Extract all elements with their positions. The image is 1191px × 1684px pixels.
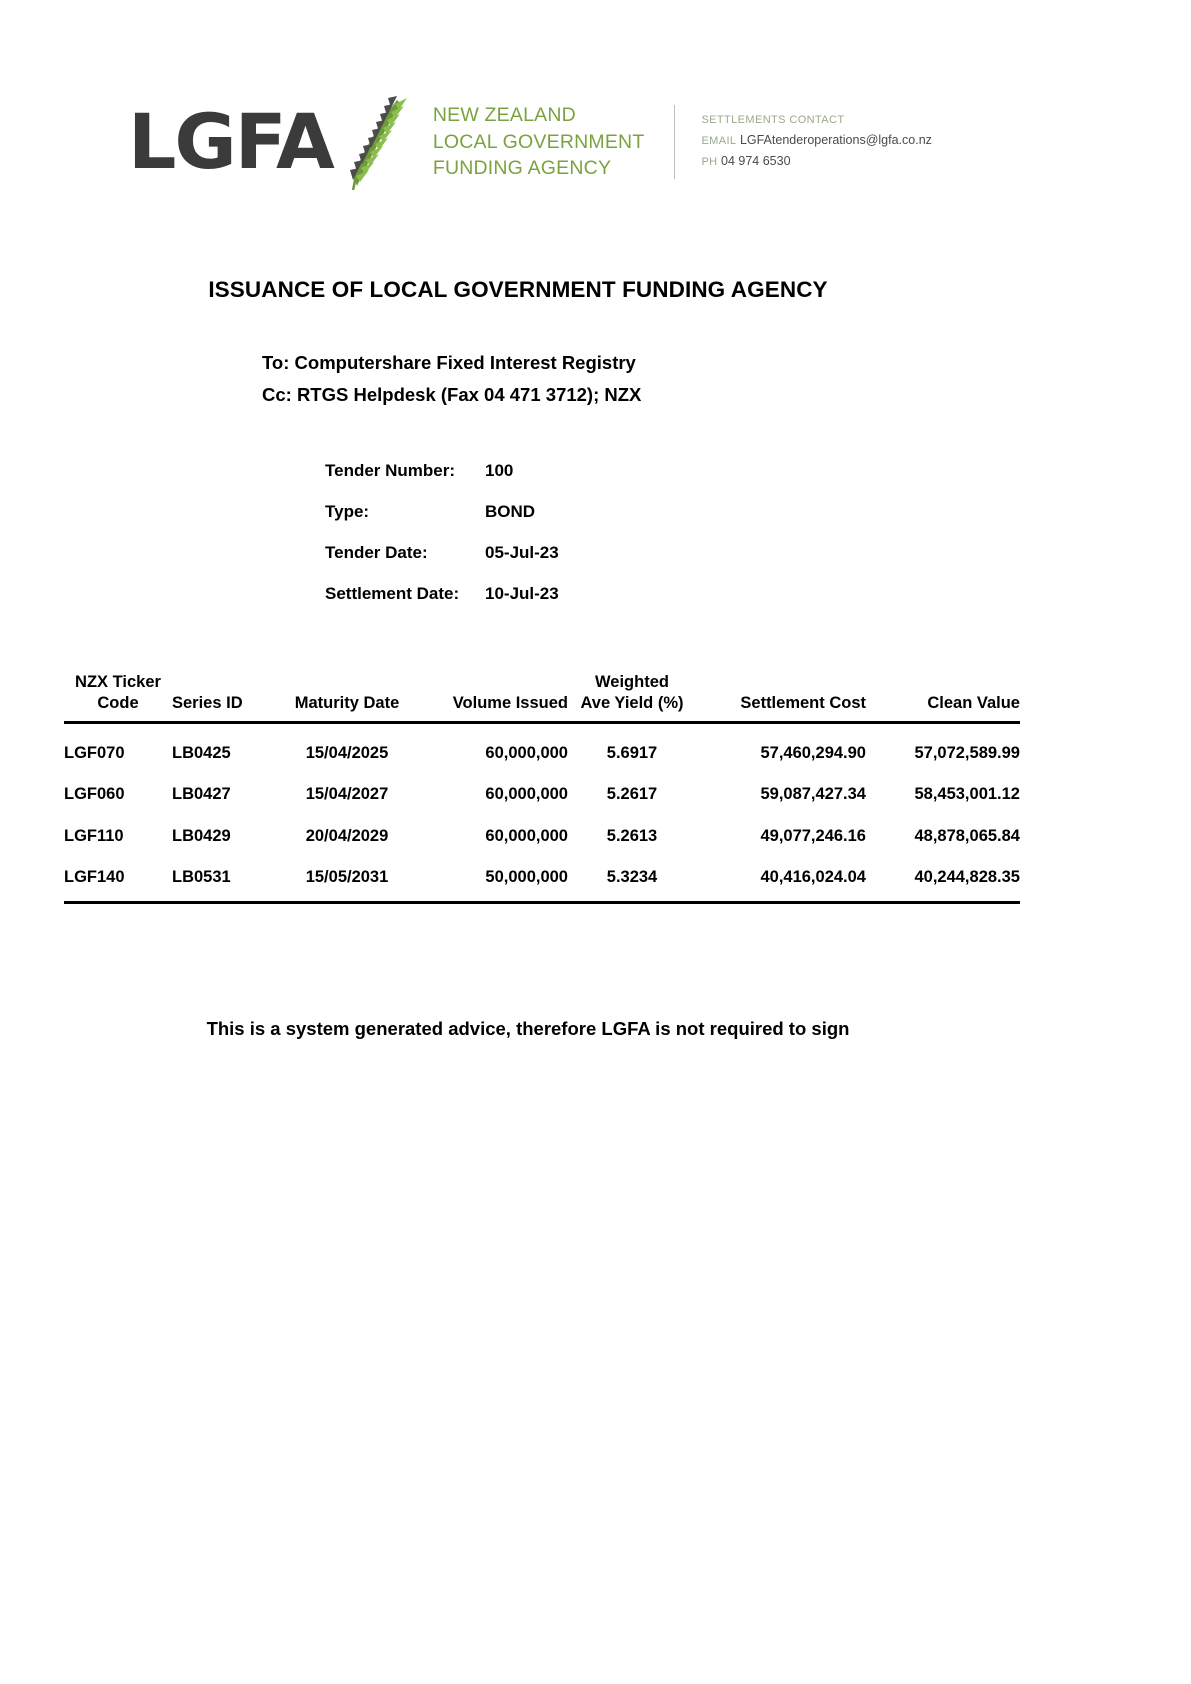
settlement-date-label: Settlement Date: [325,584,460,604]
tender-date-label: Tender Date: [325,543,428,563]
cell-volume: 60,000,000 [485,826,568,845]
column-header-weighted-ave-yield [568,672,696,723]
ticker-header-line-2: Code [97,694,139,713]
contact-email-row [701,130,931,151]
cell-series: LB0425 [172,744,231,763]
settlements-contact-block [701,112,931,171]
column-header-settlement-cost: Settlement Cost [696,672,866,723]
issuance-table [64,672,1020,904]
document-header [128,92,932,192]
tender-detail-row [325,450,685,491]
cell-series: LB0531 [172,856,272,902]
issuance-table-container [64,672,1020,904]
cell-ticker: LGF140 [64,856,172,902]
tender-detail-row [325,573,685,614]
brand-line-3: FUNDING AGENCY [432,157,612,180]
to-line: To: Computershare Fixed Interest Registry [262,352,636,373]
cell-clean-value: 58,453,001.12 [914,785,1020,804]
contact-phone-row [701,151,931,172]
settlement-date-value: 10-Jul-23 [485,584,559,604]
cell-yield: 5.2617 [606,785,658,804]
tender-date-value: 05-Jul-23 [485,543,559,563]
cc-line: Cc: RTGS Helpdesk (Fax 04 471 3712); NZX [262,384,642,406]
cell-volume: 60,000,000 [485,744,568,763]
cell-ticker: LGF070 [64,744,125,763]
brand-line-1: NEW ZEALAND [432,104,576,127]
cell-clean-value: 57,072,589.99 [914,744,1020,763]
table-head [64,672,1020,723]
cell-maturity: 15/04/2027 [305,785,389,804]
page-title: ISSUANCE OF LOCAL GOVERNMENT FUNDING AGENCY [208,277,828,302]
table-row [64,723,1020,774]
contact-phone: 04 974 6530 [721,153,791,168]
cell-volume: 50,000,000 [422,856,568,902]
cell-yield: 5.3234 [568,856,696,902]
system-generated-note: This is a system generated advice, therefore LGFA is not required to sign [206,1018,850,1039]
addressee-block [262,347,641,411]
table-row [64,774,1020,815]
table-row [64,856,1020,902]
brand-name-lines [433,102,645,182]
yield-header-line-2: Ave Yield (%) [580,694,684,713]
cell-ticker: LGF110 [64,826,124,845]
cell-ticker: LGF060 [64,785,125,804]
cell-clean-value: 48,878,065.84 [914,826,1020,845]
cell-settlement-cost: 40,416,024.04 [696,856,866,902]
cell-series: LB0429 [172,826,231,845]
cell-maturity: 15/04/2025 [305,744,389,763]
tender-details-block [325,450,685,615]
lgfa-wordmark: LGFA [128,97,333,186]
settlements-contact-label: SETTLEMENTS CONTACT [701,114,845,127]
table-header-row [64,672,1020,723]
cell-maturity: 15/05/2031 [272,856,422,902]
contact-email: LGFAtenderoperations@lgfa.co.nz [739,133,932,148]
header-divider [674,105,675,179]
table-row [64,815,1020,856]
tender-detail-row [325,491,685,532]
email-label: EMAIL [701,135,737,148]
phone-label: PH [701,155,718,168]
cell-volume: 60,000,000 [485,785,568,804]
cell-series: LB0427 [172,785,231,804]
column-header-series-id: Series ID [172,672,272,723]
tender-type-value: BOND [485,502,536,522]
tender-number-value: 100 [485,461,514,480]
cell-yield: 5.2613 [606,826,658,845]
cell-settlement-cost: 49,077,246.16 [760,826,866,845]
cell-yield: 5.6917 [606,744,658,763]
brand-line-2: LOCAL GOVERNMENT [432,130,645,153]
tender-number-label: Tender Number: [325,461,456,480]
silver-fern-icon [325,94,417,190]
yield-header-line-1: Weighted [595,673,669,691]
cell-maturity: 20/04/2029 [305,826,389,845]
column-header-volume-issued: Volume Issued [422,672,568,723]
cell-settlement-cost: 57,460,294.90 [760,744,866,763]
tender-type-label: Type: [325,502,370,522]
column-header-maturity-date: Maturity Date [272,672,422,723]
cell-settlement-cost: 59,087,427.34 [760,785,866,804]
column-header-clean-value: Clean Value [866,672,1020,723]
column-header-nzx-ticker-code [64,672,172,723]
ticker-header-line-1: NZX Ticker [75,673,161,691]
tender-detail-row [325,532,685,573]
table-body [64,723,1020,903]
cell-clean-value: 40,244,828.35 [866,856,1020,902]
